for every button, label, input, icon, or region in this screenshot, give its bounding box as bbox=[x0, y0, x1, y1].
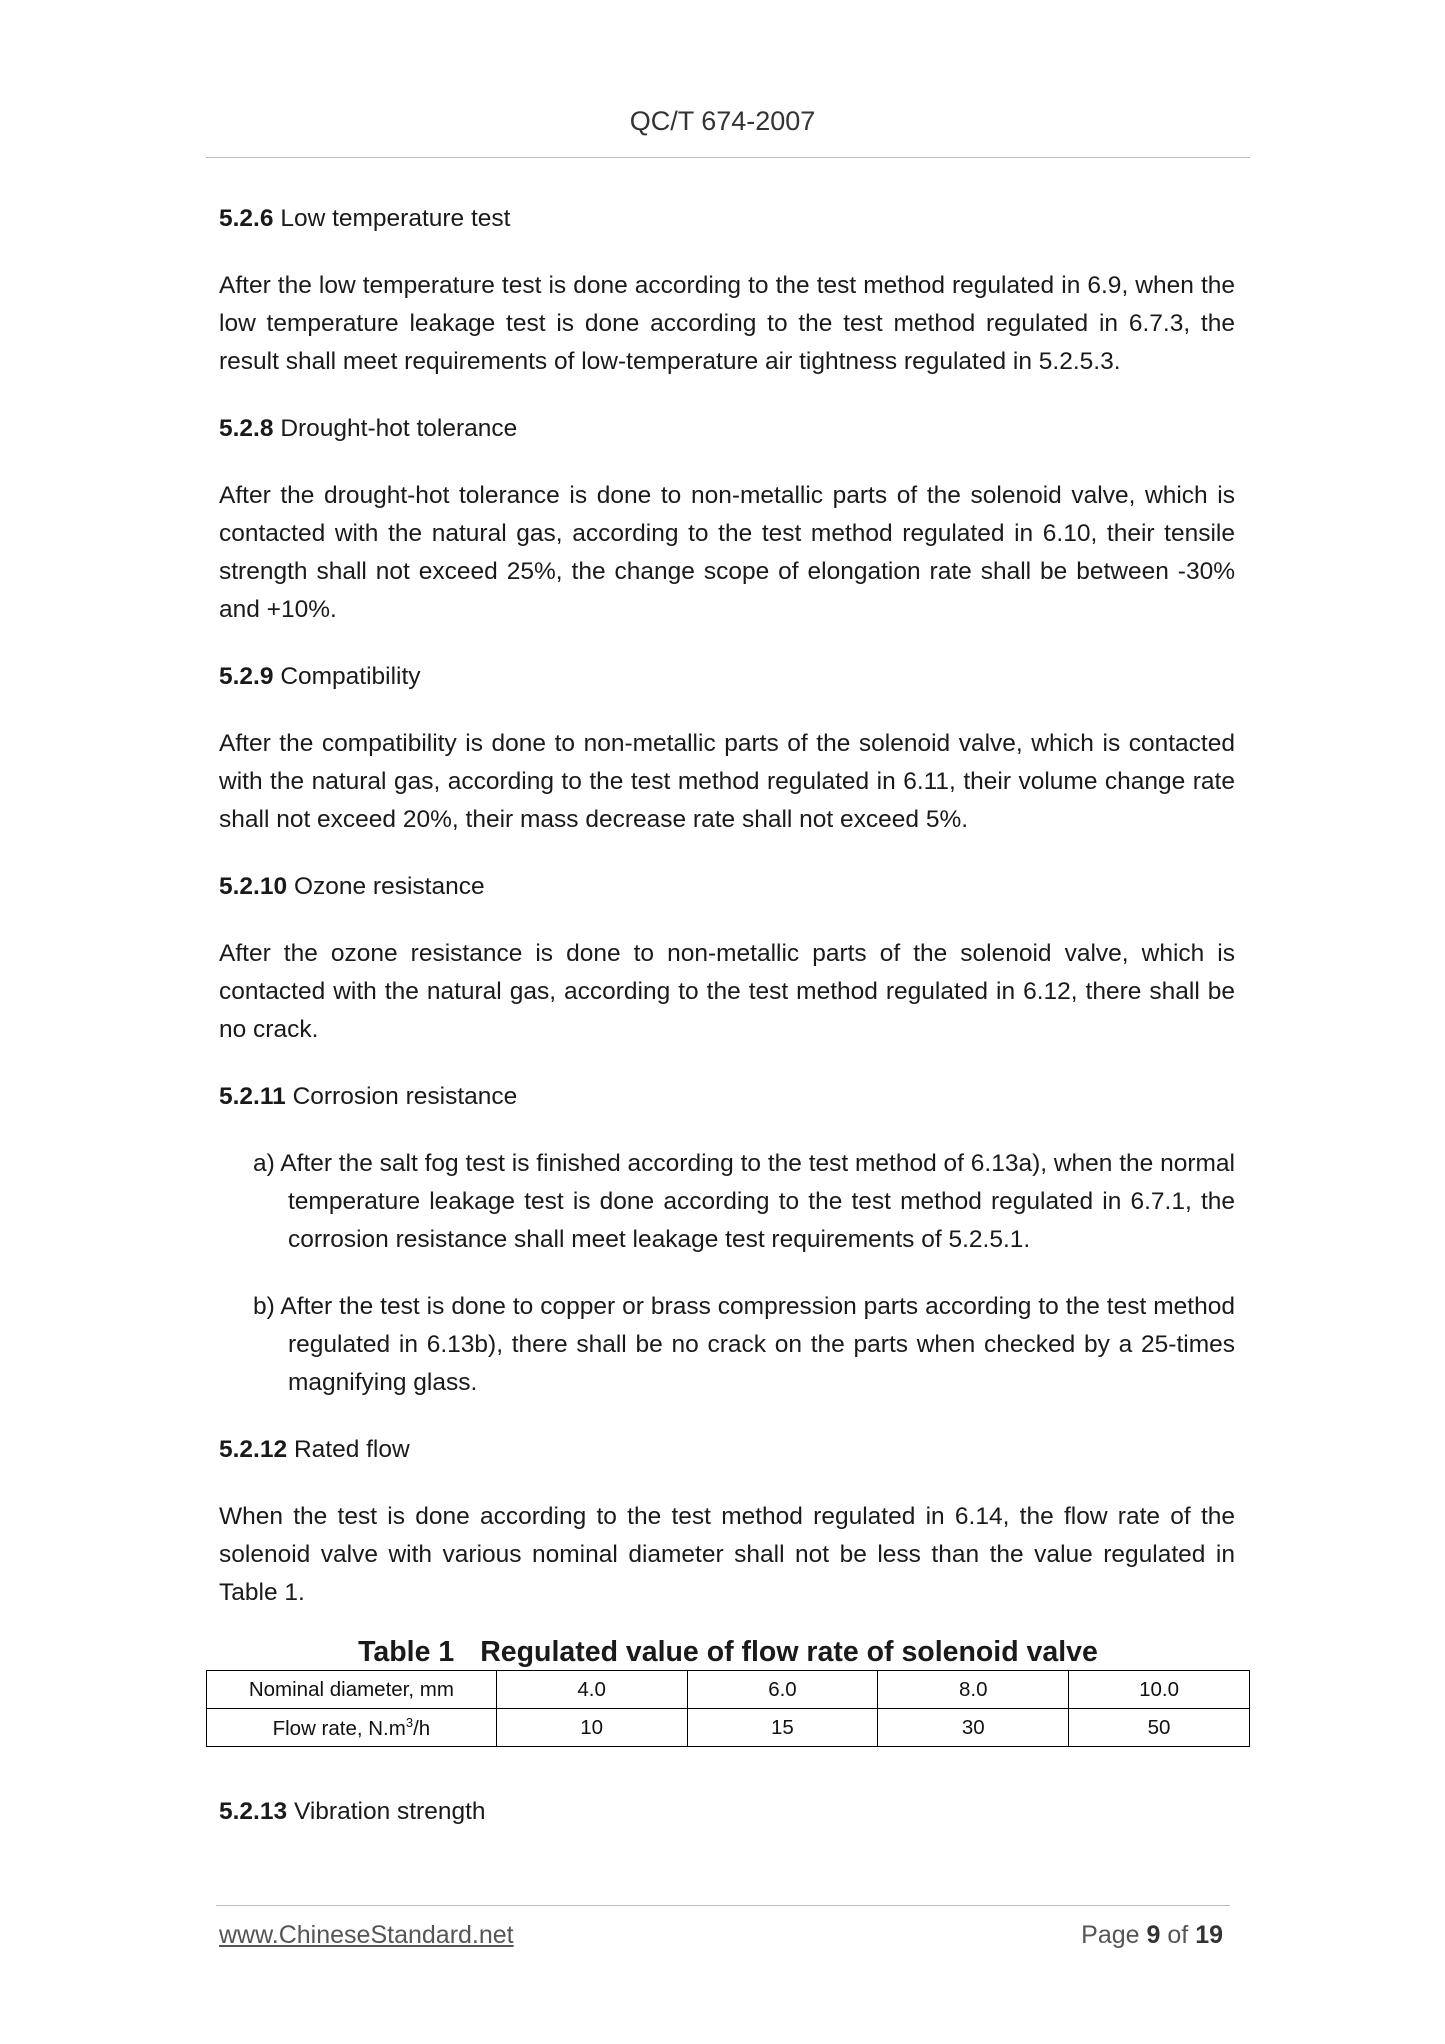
section-paragraph: After the ozone resistance is done to non-metallic parts of the solenoid valve, which is contacted with the natural gas, according to the test method regulated in 6.12, there shall be no crack. bbox=[219, 940, 1235, 1043]
table-cell: 50 bbox=[1069, 1709, 1250, 1747]
row-header-superscript: 3 bbox=[405, 1714, 414, 1730]
table-row bbox=[207, 1671, 1250, 1709]
list-item: b) After the test is done to copper or brass compression parts according to the test method regulated in 6.13b), there shall be no crack on the parts when checked by a 25-times magnifying glass. bbox=[253, 1293, 1235, 1396]
table-label: Table 1 bbox=[358, 1636, 455, 1668]
section-number: 5.2.6 bbox=[219, 205, 274, 232]
row-header-text: Flow rate, N.m bbox=[272, 1716, 406, 1740]
footer-divider bbox=[216, 1905, 1230, 1906]
table-cell: 30 bbox=[878, 1709, 1069, 1747]
section-heading bbox=[219, 410, 1235, 448]
section-number: 5.2.11 bbox=[219, 1083, 286, 1110]
page-number bbox=[1081, 1921, 1223, 1950]
section-heading bbox=[219, 1793, 1235, 1831]
section-title: Low temperature test bbox=[280, 205, 511, 232]
section-heading bbox=[219, 200, 1235, 238]
section-paragraph: After the low temperature test is done according to the test method regulated in 6.9, when the low temperature leakage test is done according to the test method regulated in 6.7.3, the result shall meet requirements of low-temperature air tightness regulated in 5.2.5.3. bbox=[219, 272, 1235, 375]
table-cell: 10 bbox=[496, 1709, 687, 1747]
section-heading bbox=[219, 658, 1235, 696]
section-paragraph: After the compatibility is done to non-metallic parts of the solenoid valve, which is contacted with the natural gas, according to the test method regulated in 6.11, their volume change rate shall not exceed 20%, their mass decrease rate shall not exceed 5%. bbox=[219, 730, 1235, 833]
website-link[interactable]: www.ChineseStandard.net bbox=[219, 1921, 514, 1949]
section-number: 5.2.8 bbox=[219, 415, 274, 442]
list-item: a) After the salt fog test is finished according to the test method of 6.13a), when the normal temperature leakage test is done according to the test method regulated in 6.7.1, the corrosion resistance shall meet leakage test requirements of 5.2.5.1. bbox=[253, 1150, 1235, 1253]
table-cell: 8.0 bbox=[878, 1671, 1069, 1709]
table-caption bbox=[206, 1634, 1250, 1670]
table-cell: 6.0 bbox=[687, 1671, 878, 1709]
section-title: Vibration strength bbox=[293, 1798, 486, 1825]
section-title: Corrosion resistance bbox=[292, 1083, 518, 1110]
section-title: Drought-hot tolerance bbox=[280, 415, 518, 442]
section-number: 5.2.9 bbox=[219, 663, 274, 690]
table-title: Regulated value of flow rate of solenoid valve bbox=[480, 1636, 1098, 1668]
header-divider bbox=[206, 157, 1250, 158]
section-title: Rated flow bbox=[293, 1436, 410, 1463]
row-header-unit: /h bbox=[413, 1716, 431, 1740]
section-paragraph: After the drought-hot tolerance is done to non-metallic parts of the solenoid valve, which is contacted with the natural gas, according to the test method regulated in 6.10, their tensile strength shall not exceed 25%, the change scope of elongation rate shall be between -30% and +10%. bbox=[219, 482, 1235, 623]
section-title: Compatibility bbox=[280, 663, 421, 690]
table-cell: 15 bbox=[687, 1709, 878, 1747]
section-number: 5.2.12 bbox=[219, 1436, 288, 1463]
table-cell: 4.0 bbox=[496, 1671, 687, 1709]
document-body bbox=[219, 200, 1235, 1860]
section-heading bbox=[219, 1078, 1235, 1116]
table-row bbox=[207, 1709, 1250, 1747]
current-page: 9 bbox=[1146, 1921, 1161, 1949]
section-number: 5.2.13 bbox=[219, 1798, 288, 1825]
section-paragraph: When the test is done according to the test method regulated in 6.14, the flow rate of the solenoid valve with various nominal diameter shall not be less than the value regulated in Table 1. bbox=[219, 1503, 1235, 1606]
page-label: Page bbox=[1081, 1921, 1140, 1949]
page-of-label: of bbox=[1167, 1921, 1189, 1949]
table-row-header bbox=[207, 1709, 497, 1747]
section-heading bbox=[219, 868, 1235, 906]
section-title: Ozone resistance bbox=[293, 873, 485, 900]
table-cell: 10.0 bbox=[1069, 1671, 1250, 1709]
section-heading bbox=[219, 1431, 1235, 1469]
document-id: QC/T 674-2007 bbox=[629, 106, 816, 136]
flow-rate-table bbox=[206, 1670, 1250, 1747]
table-row-header: Nominal diameter, mm bbox=[207, 1671, 497, 1709]
section-number: 5.2.10 bbox=[219, 873, 288, 900]
total-pages: 19 bbox=[1195, 1921, 1223, 1949]
